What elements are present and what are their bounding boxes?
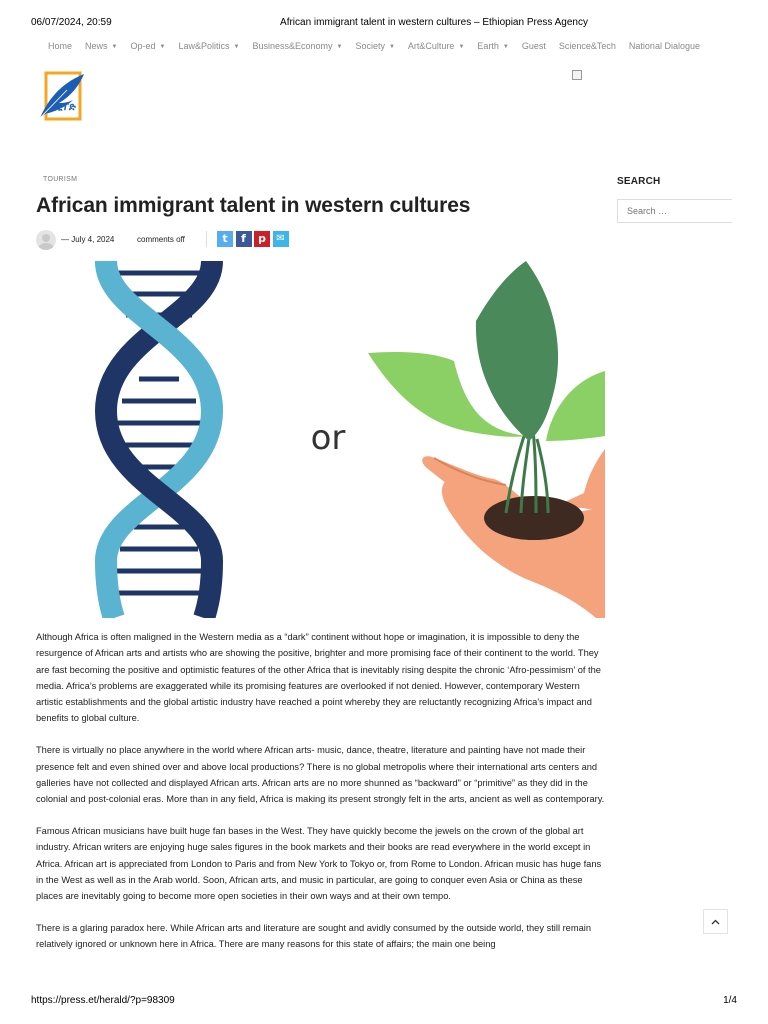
site-logo[interactable] <box>37 70 89 122</box>
svg-text:ኢፕድ: ኢፕድ <box>54 102 76 113</box>
search-input[interactable] <box>617 199 732 223</box>
nav-item-guest[interactable] <box>522 41 546 51</box>
facebook-icon[interactable] <box>236 231 252 247</box>
print-datetime: 06/07/2024, 20:59 <box>31 17 112 28</box>
chevron-down-icon: ▼ <box>111 44 118 50</box>
nav-item-home[interactable] <box>48 41 72 51</box>
chevron-down-icon: ▼ <box>233 44 240 50</box>
nav-item-label: Guest <box>521 41 546 51</box>
post-title: African immigrant talent in western cultures <box>36 194 471 217</box>
nav-item-label: Op-ed <box>130 41 156 51</box>
nav-item-science-tech[interactable] <box>559 41 616 51</box>
print-page-number: 1/4 <box>723 995 737 1006</box>
email-icon[interactable] <box>273 231 289 247</box>
nav-item-business-economy[interactable] <box>252 41 342 51</box>
share-icon-glyph: t <box>222 232 228 245</box>
back-to-top-button[interactable] <box>703 909 728 934</box>
article-paragraph: Although Africa is often maligned in the Western media as a “dark” continent without hope or imagination, it is impossible to deny the resurgence of African arts and artists who are showing the positive, brighter and more promising face of their continent to the world. They are fast becoming the positive and optimistic features of the other Africa that is inevitably rising despite the chronic ‘Afro-pessimism’ of the media. Africa’s problems are exaggerated while its promising features are overlooked if not denied. However, contemporary Western artistic establishments and the global artistic industry have reached a point whereby they are reluctantly recognizing Africa’s impact and benefits to global culture. <box>36 632 601 724</box>
nav-item-earth[interactable] <box>477 41 508 51</box>
nav-item-society[interactable] <box>355 41 394 51</box>
share-icon-glyph: p <box>258 232 266 245</box>
post-date: — July 4, 2024 <box>61 235 115 244</box>
nav-item-label: News <box>85 41 108 51</box>
nav-item-law-politics[interactable] <box>178 41 239 51</box>
post-category[interactable]: TOURISM <box>43 176 78 183</box>
chevron-down-icon: ▼ <box>159 44 166 50</box>
article-paragraph: There is a glaring paradox here. While African arts and literature are sought and avidly consumed by the outside world, they still remain relatively ignored or unknown here in Africa. There are many reasons for this state of affairs; the main one being <box>36 922 592 950</box>
article-paragraph: There is virtually no place anywhere in the world where African arts- music, dance, theatre, literature and painting have not made their presence felt and even shined over and above local productions? There is no global metropolis where their international arts centers and galleries have not collected and displayed African arts. African arts are no more shunned as “backward” or “primitive” as they did in the colonial and post-colonial eras. More than in any field, Africa is making its present strongly felt in the arts, ancient as well as contemporary. <box>36 745 605 805</box>
article-body <box>36 629 606 968</box>
twitter-icon[interactable] <box>217 231 233 247</box>
dna-helix-graphic <box>106 261 212 618</box>
comments-link[interactable]: comments off <box>137 235 185 244</box>
article-paragraph: Famous African musicians have built huge fan bases in the West. They have quickly become the jewels on the crown of the global art industry. African writers are enjoying huge sales figures in the book markets and their books are read everywhere in the world except in Africa. African art is appreciated from London to Paris and from New York to Tokyo or, from Rome to London. African music has huge fans in the West as well as in the Arab world. Soon, African arts, and music in particular, are going to conquer even Asia or China as these places are inevitably going to become more open societies in their own ways and at their own tempo. <box>36 825 602 902</box>
logo-graphic <box>37 70 89 122</box>
meta-divider <box>206 231 207 247</box>
nav-item-label: Business&Economy <box>252 41 333 51</box>
print-footer <box>31 995 737 1009</box>
or-label: or <box>310 418 346 458</box>
nav-item-label: Science&Tech <box>558 41 616 51</box>
print-url: https://press.et/herald/?p=98309 <box>31 995 175 1006</box>
nav-item-news[interactable] <box>85 41 117 51</box>
nav-item-label: Law&Politics <box>178 41 230 51</box>
print-document-title: African immigrant talent in western cultures – Ethiopian Press Agency <box>280 17 588 28</box>
nav-item-label: Earth <box>477 41 499 51</box>
share-icon-glyph: ✉ <box>276 233 285 244</box>
user-icon <box>36 230 56 250</box>
nav-item-art-culture[interactable] <box>408 41 464 51</box>
broken-image-placeholder <box>572 70 582 80</box>
nav-item-label: Art&Culture <box>407 41 455 51</box>
chevron-down-icon: ▼ <box>458 44 465 50</box>
author-avatar[interactable] <box>36 230 56 250</box>
featured-image <box>36 261 605 618</box>
chevron-up-icon <box>711 919 720 925</box>
nav-item-label: Society <box>355 41 385 51</box>
pinterest-icon[interactable] <box>254 231 270 247</box>
nav-item-label: National Dialogue <box>628 41 700 51</box>
chevron-down-icon: ▼ <box>388 44 395 50</box>
nav-item-op-ed[interactable] <box>130 41 165 51</box>
share-icon-glyph: f <box>241 232 246 245</box>
plant-in-hand-graphic <box>368 261 605 618</box>
chevron-down-icon: ▼ <box>502 44 509 50</box>
nav-item-national-dialogue[interactable] <box>629 41 700 51</box>
print-header <box>31 17 737 31</box>
search-widget-title: SEARCH <box>617 176 661 187</box>
chevron-down-icon: ▼ <box>336 44 343 50</box>
nav-item-label: Home <box>48 41 73 51</box>
dna-or-plant-illustration <box>36 261 605 618</box>
main-navigation <box>48 41 728 55</box>
